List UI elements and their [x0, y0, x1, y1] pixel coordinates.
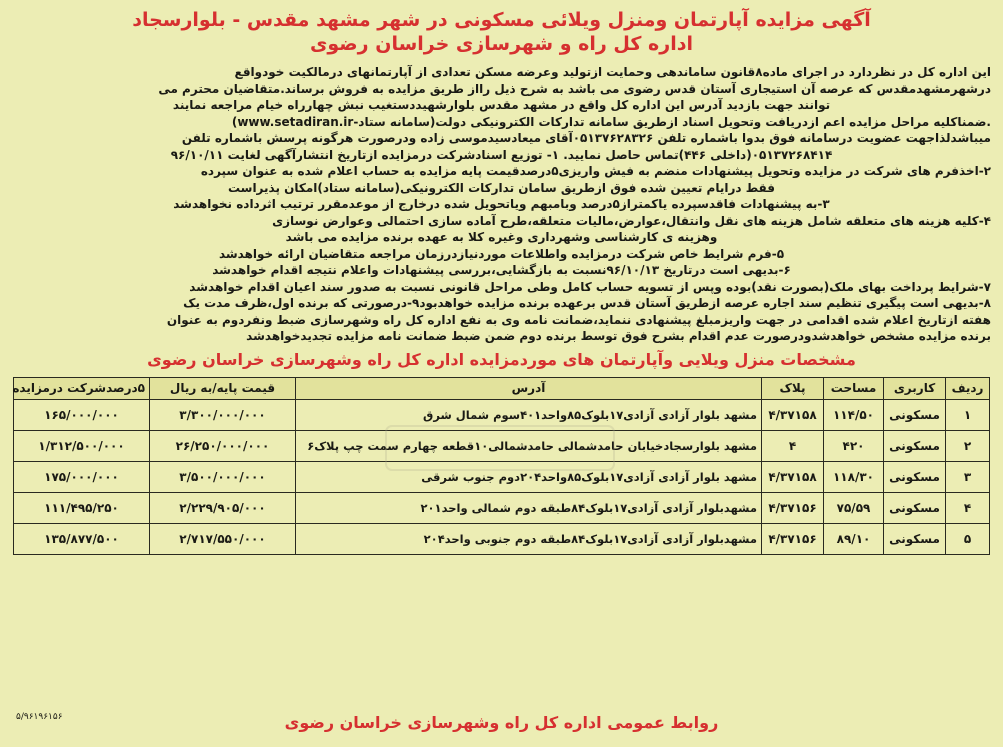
paragraph-line: درشهرمشهدمقدس که عرصه آن استیجاری آستان قدس رضوی می باشد به شرح ذیل رااز طریق مزایده به فروش برساند.متقاضیان محترم می: [158, 81, 991, 96]
cell-row-number: ۲: [946, 430, 990, 461]
cell-row-number: ۳: [946, 461, 990, 492]
cell-use: مسکونی: [884, 399, 946, 430]
cell-area: ۸۹/۱۰: [824, 523, 884, 554]
cell-base-price: ۳/۵۰۰/۰۰۰/۰۰۰: [150, 461, 296, 492]
cell-base-price: ۲/۲۲۹/۹۰۵/۰۰۰: [150, 492, 296, 523]
footer-public-relations: روابط عمومی اداره کل راه وشهرسازی خراسان رضوی: [284, 713, 719, 732]
cell-base-price: ۲/۷۱۷/۵۵۰/۰۰۰: [150, 523, 296, 554]
cell-plaque: ۴/۳۷۱۵۸: [762, 461, 824, 492]
cell-row-number: ۴: [946, 492, 990, 523]
cell-row-number: ۱: [946, 399, 990, 430]
paragraph-line: برنده مزایده مشخص خواهدشدودرصورت عدم اقدام بشرح فوق توسط برنده دوم ضمن ضبط ضمانت نامه مزایده تجدیدخواهدشد: [246, 329, 991, 343]
cell-use: مسکونی: [884, 492, 946, 523]
header-use: کاربری: [884, 377, 946, 399]
properties-table: [13, 377, 990, 555]
paragraph-line: ۴-کلیه هزینه های متعلقه شامل هزینه های نقل وانتقال،عوارض،مالیات متعلقه،طرح آماده سازی احتمالی وعوارض نوسازی: [272, 213, 991, 228]
notice-subtitle: اداره کل راه و شهرسازی خراسان رضوی: [309, 33, 693, 55]
cell-use: مسکونی: [884, 523, 946, 554]
paragraph-line: توانند جهت بازدید آدرس این اداره کل واقع در مشهد مقدس بلوارشهیددستغیب نبش چهارراه خیام مراجعه نمایند: [172, 98, 831, 112]
cell-use: مسکونی: [884, 461, 946, 492]
header-plaque: پلاک: [762, 377, 824, 399]
paragraph-line: ۶-بدیهی است درتاریخ ۹۶/۱۰/۱۳نسبت به بازگشایی،بررسی پیشنهادات واعلام نتیجه اقدام خواهدشد: [212, 263, 791, 277]
cell-plaque: ۴/۳۷۱۵۶: [762, 523, 824, 554]
paragraph-line: این اداره کل در نظردارد در اجرای ماده۸قانون ساماندهی وحمایت ازتولید وعرضه مسکن تعدادی از آپارتمانهای درمالکیت خودواقع: [234, 65, 991, 79]
cell-deposit: ۱۳۵/۸۷۷/۵۰۰: [14, 523, 150, 554]
cell-plaque: ۴/۳۷۱۵۸: [762, 399, 824, 430]
paragraph-line: میباشدلذاجهت عضویت درسامانه فوق بدوا باشماره تلفن ۰۵۱۳۷۶۲۸۳۲۶آقای میعادسیدموسی زاده ودرصورت هرگونه پرسش باشماره تلفن: [181, 131, 991, 145]
cell-address: مشهد بلوار آزادی آزادی۱۷بلوک۸۵واحد۴۰۱سوم شمال شرق: [296, 399, 762, 430]
cell-base-price: ۳/۳۰۰/۰۰۰/۰۰۰: [150, 399, 296, 430]
cell-address: مشهدبلوار آزادی آزادی۱۷بلوک۸۴طبقه دوم شمالی واحد۲۰۱: [296, 492, 762, 523]
cell-deposit: ۱۱۱/۴۹۵/۲۵۰: [14, 492, 150, 523]
cell-plaque: ۴/۳۷۱۵۶: [762, 492, 824, 523]
header-row-number: ردیف: [946, 377, 990, 399]
cell-address: مشهد بلوارسجادخیابان حامدشمالی حامدشمالی۱۰قطعه چهارم سمت چپ پلاک۶: [296, 430, 762, 461]
cell-deposit: ۱۷۵/۰۰۰/۰۰۰: [14, 461, 150, 492]
header-address: آدرس: [296, 377, 762, 399]
paragraph-line: فقط درایام تعیین شده فوق ازطریق سامان تدارکات الکترونیکی(سامانه ستاد)امکان پذیراست: [227, 180, 776, 195]
table-header-row: [14, 377, 990, 399]
table-row: [14, 461, 990, 492]
reference-number: ۵/۹۶۱۹۶۱۵۶: [16, 712, 63, 722]
cell-area: ۱۱۴/۵۰: [824, 399, 884, 430]
cell-use: مسکونی: [884, 430, 946, 461]
paragraph-line: .ضمناکلیه مراحل مزایده اعم ازدریافت وتحویل اسناد ازطریق سامانه تدارکات الکترونیکی دولت(سامانه ستاد-www.setadiran.ir): [231, 114, 991, 129]
cell-area: ۷۵/۵۹: [824, 492, 884, 523]
paragraph-line: وهزینه ی کارشناسی وشهرداری وغیره کلا به عهده برنده مزایده می باشد: [285, 230, 718, 244]
cell-deposit: ۱/۳۱۲/۵۰۰/۰۰۰: [14, 430, 150, 461]
header-area: مساحت: [824, 377, 884, 399]
notice-body: [12, 64, 991, 345]
notice-title: آگهی مزایده آپارتمان ومنزل ویلائی مسکونی در شهر مشهد مقدس - بلوارسجاد: [132, 9, 871, 31]
paragraph-line: ۳-به پیشنهادات فاقدسپرده یاکمتراز۵درصد وبامبهم ویاتحویل شده درخارج از موعدمقرر ترتیب اثرداده نخواهدشد: [173, 197, 830, 211]
cell-plaque: ۴: [762, 430, 824, 461]
paragraph-line: هفته ازتاریخ اعلام شده اقدامی در جهت واریزمبلغ پیشنهادی ننماید،ضمانت نامه وی به نفع اداره کل راه وشهرسازی ضبط ونفردوم به عنوان: [166, 312, 991, 327]
cell-base-price: ۲۶/۲۵۰/۰۰۰/۰۰۰: [150, 430, 296, 461]
table-row: [14, 430, 990, 461]
cell-address: مشهدبلوار آزادی آزادی۱۷بلوک۸۴طبقه دوم جنوبی واحد۲۰۴: [296, 523, 762, 554]
cell-row-number: ۵: [946, 523, 990, 554]
paragraph-line: ۵-فرم شرایط خاص شرکت درمزایده واطلاعات موردنیازدرزمان مراجعه متقاضیان ارائه خواهدشد: [218, 246, 785, 261]
paragraph-line: ۷-شرایط پرداخت بهای ملک(بصورت نقد)بوده وپس از تسویه حساب کامل وطی مراحل قانونی نسبت به صدور سند اعیان اقدام خواهدشد: [189, 279, 991, 294]
header-base-price: قیمت پایه/به ریال: [150, 377, 296, 399]
spec-title: مشخصات منزل ویلایی وآپارتمان های موردمزایده اداره کل راه وشهرسازی خراسان رضوی: [147, 349, 856, 369]
table-row: [14, 523, 990, 554]
table-row: [14, 492, 990, 523]
cell-deposit: ۱۶۵/۰۰۰/۰۰۰: [14, 399, 150, 430]
paragraph-line: ۲-اخذفرم های شرکت در مزایده وتحویل پیشنهادات منضم به فیش واریزی۵درصدقیمت پایه مزایده به حساب اعلام شده به عنوان سپرده: [200, 164, 991, 178]
header-deposit: ۵درصدشرکت درمزایده: [14, 377, 150, 399]
cell-area: ۱۱۸/۳۰: [824, 461, 884, 492]
table-row: [14, 399, 990, 430]
cell-area: ۴۲۰: [824, 430, 884, 461]
paragraph-line: ۰۵۱۳۷۲۶۸۴۱۴(داخلی ۴۴۶)تماس حاصل نمایید. ۱- توزیع اسنادشرکت درمزایده ازتاریخ انتشارآگهی لغایت ۹۶/۱۰/۱۱: [170, 147, 833, 162]
cell-address: مشهد بلوار آزادی آزادی۱۷بلوک۸۵واحد۲۰۴دوم جنوب شرقی: [296, 461, 762, 492]
paragraph-line: ۸-بدیهی است پیگیری تنظیم سند اجاره عرصه ازطریق آستان قدس برعهده برنده مزایده خواهدبود۹-درصورتی که برنده اول،ظرف مدت یک: [183, 296, 991, 310]
